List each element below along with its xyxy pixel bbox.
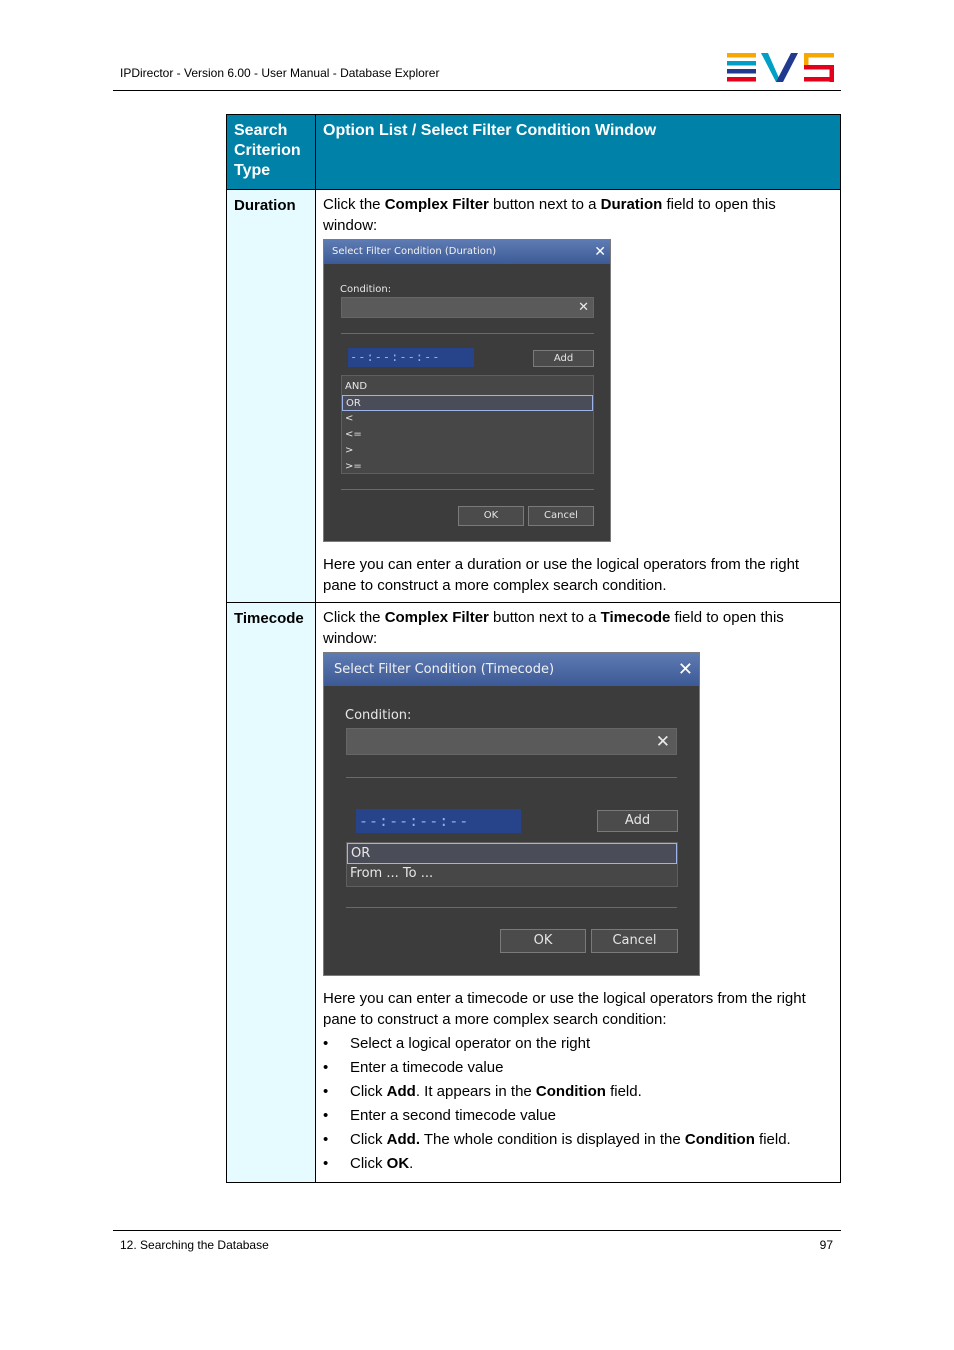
condition-field[interactable] [346,728,677,755]
search-criteria-table [226,114,841,1183]
separator [341,489,594,490]
close-icon[interactable]: ✕ [677,659,693,680]
list-item: • Click Add. The whole condition is displayed in the Condition field. [323,1128,833,1152]
cancel-button[interactable]: Cancel [528,506,594,526]
intro-text: Click the Complex Filter button next to a Timecode field to open this window: [323,609,784,647]
after-text: Here you can enter a timecode or use the logical operators from the right pane to construct a more complex search condition: [323,990,806,1028]
operator-item-lt[interactable]: < [345,413,354,424]
add-button[interactable]: Add [597,810,678,832]
clear-icon[interactable]: ✕ [655,732,670,752]
page-header-title: IPDirector - Version 6.00 - User Manual - Database Explorer [120,66,440,80]
add-button[interactable]: Add [533,350,594,367]
criterion-type-cell: Duration [227,190,316,603]
ok-button[interactable]: OK [458,506,524,526]
operator-list [346,842,678,887]
dialog-title: Select Filter Condition (Timecode) [334,662,555,677]
table-row-duration [227,190,841,603]
condition-label: Condition: [345,708,412,723]
column-header-option-list: Option List / Select Filter Condition Window [316,115,841,190]
list-item: • Select a logical operator on the right [323,1032,833,1056]
dialog-title-bar [324,240,610,264]
list-item: • Click OK. [323,1152,833,1176]
operator-item-gte[interactable]: >= [345,461,362,472]
header-rule [113,90,841,91]
operator-item-lte[interactable]: <= [345,429,362,440]
footer-rule [113,1230,841,1231]
dialog-title: Select Filter Condition (Duration) [332,246,497,257]
evs-logo-v-left [761,53,779,82]
select-filter-condition-dialog-timecode [323,652,700,976]
evs-logo-v-right [776,53,798,82]
operator-item-from-to[interactable]: From ... To ... [350,866,434,881]
evs-logo [727,53,834,82]
evs-logo-e-bottom [727,77,756,82]
evs-logo-s-bottom [804,77,834,82]
column-header-criterion-type: Search Criterion Type [227,115,316,190]
footer-chapter: 12. Searching the Database [120,1238,269,1252]
clear-icon[interactable]: ✕ [578,300,589,315]
operator-item-or[interactable]: OR [342,395,593,411]
option-description-cell [316,190,841,603]
operator-list [341,375,594,474]
evs-logo-e-low [727,69,756,74]
dialog-title-bar [324,653,699,686]
intro-text: Click the Complex Filter button next to a Duration field to open this window: [323,196,776,234]
separator [346,777,677,778]
list-item: • Click Add. It appears in the Condition field. [323,1080,833,1104]
operator-item-gt[interactable]: > [345,445,354,456]
operator-item-and[interactable]: AND [345,381,368,392]
separator [341,333,594,334]
table-header-row [227,115,841,190]
page-number: 97 [819,1238,833,1252]
after-text: Here you can enter a duration or use the logical operators from the right pane to construct a more complex search condition. [323,556,800,594]
option-description-cell [316,603,841,1183]
separator [346,907,677,908]
ok-button[interactable]: OK [500,929,586,953]
steps-list [323,1032,833,1176]
criterion-type-cell: Timecode [227,603,316,1183]
table-row-timecode [227,603,841,1183]
timecode-input[interactable]: --:--:--:-- [348,348,474,367]
evs-logo-e-mid [727,61,756,66]
condition-label: Condition: [340,284,392,295]
list-item: • Enter a timecode value [323,1056,833,1080]
close-icon[interactable]: ✕ [594,244,606,260]
operator-item-or[interactable]: OR [347,843,677,864]
list-item: • Enter a second timecode value [323,1104,833,1128]
condition-field[interactable] [341,297,594,318]
evs-logo-e-top [727,53,756,58]
cancel-button[interactable]: Cancel [591,929,678,953]
select-filter-condition-dialog-duration [323,239,611,542]
timecode-input[interactable]: --:--:--:-- [356,809,521,833]
